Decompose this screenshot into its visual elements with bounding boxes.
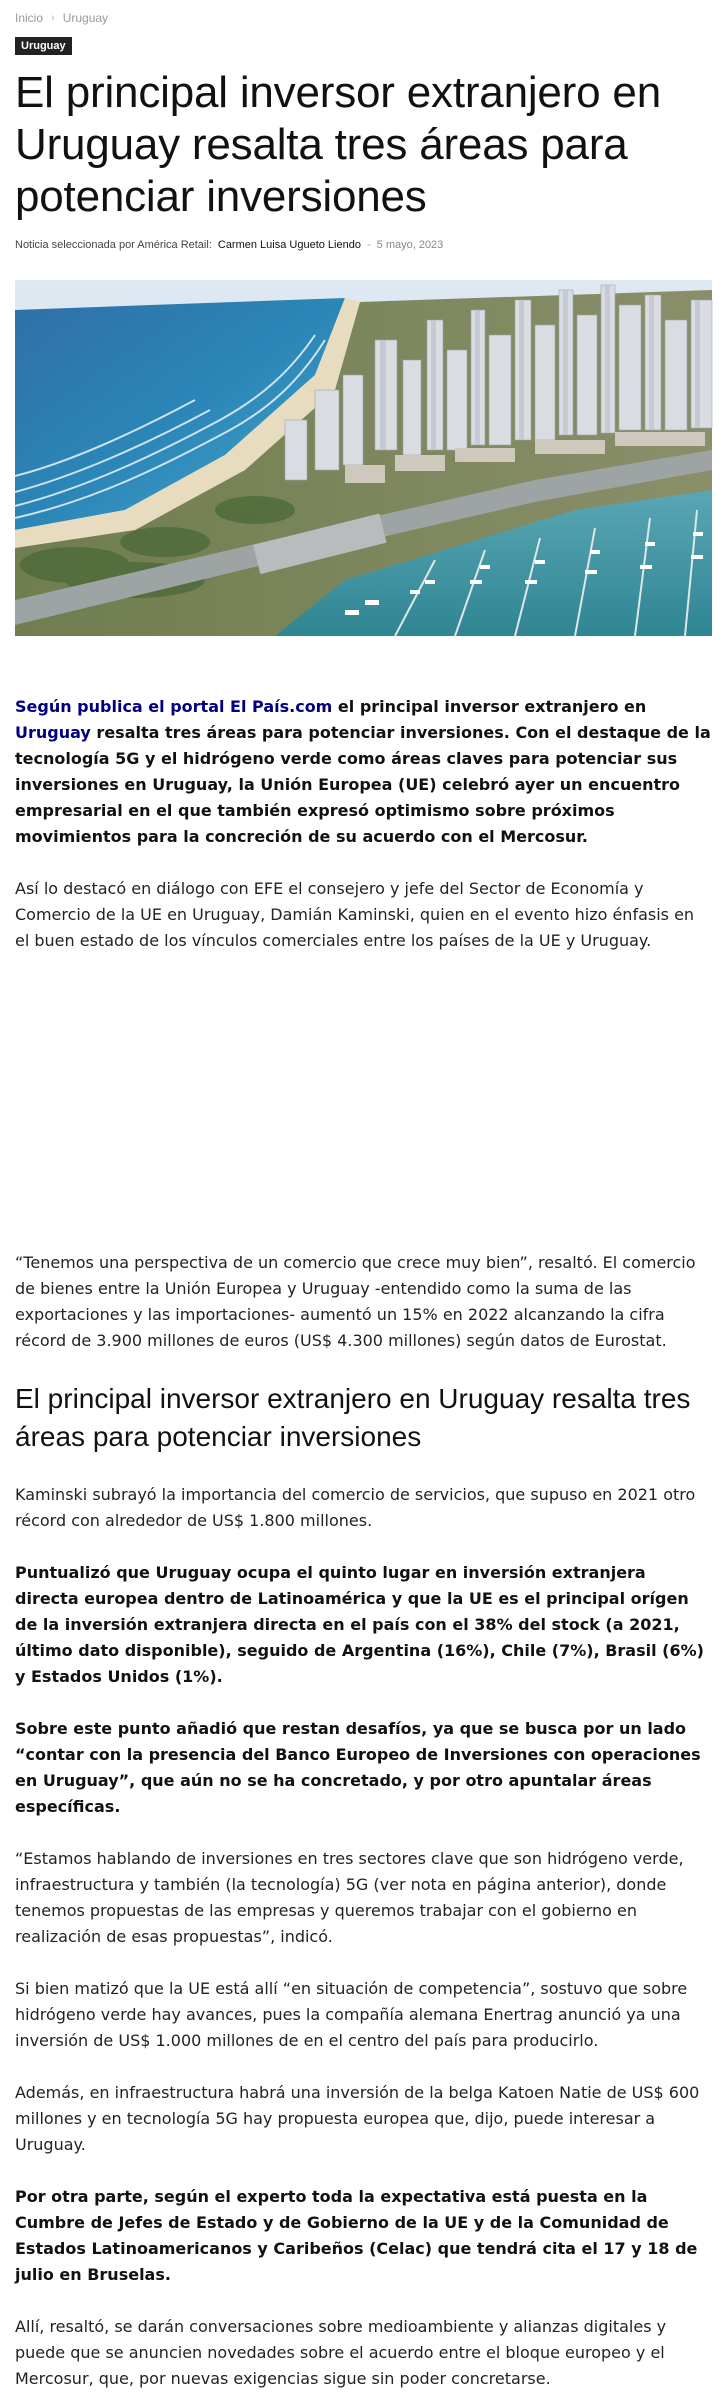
meta-separator: - (366, 239, 371, 251)
article-meta (15, 239, 712, 251)
breadcrumb-home-link[interactable]: Inicio (15, 10, 44, 25)
paragraph-1: Así lo destacó en diálogo con EFE el consejero y jefe del Sector de Economía y Comercio de la UE en Uruguay, Damián Kaminski, quien en el evento hizo énfasis en el buen estado de los vínculos comerciales entre los países de la UE y Uruguay. (15, 879, 695, 950)
breadcrumb (15, 0, 712, 26)
paragraph-4: Puntualizó que Uruguay ocupa el quinto lugar en inversión extranjera directa europea dentro de Latinoamérica y que la UE es el principal orígen de la inversión extranjera directa en el país con el 38% del stock (a 2021, último dato disponible), seguido de Argentina (16%), Chile (7%), Brasil (6%) y Estados Unidos (1%). (15, 1563, 704, 1686)
lead-text-1: el principal inversor extranjero en (332, 697, 647, 716)
article-title: El principal inversor extranjero en Uruguay resalta tres áreas para potenciar inversiones (15, 68, 661, 221)
source-link[interactable]: Según publica el portal El País.com (15, 697, 333, 716)
chevron-right-icon: › (51, 11, 55, 24)
uruguay-tag-link[interactable]: Uruguay (15, 723, 91, 742)
meta-prefix: Noticia seleccionada por América Retail: (15, 239, 212, 251)
coastal-city-aerial-photo (15, 280, 712, 636)
paragraph-9: Por otra parte, según el experto toda la expectativa está puesta en la Cumbre de Jefes de Estado y de Gobierno de la UE y de la Comunidad de Estados Latinoamericanos y Caribeños (Celac) que tendrá cita el 17 y 18 de julio en Bruselas. (15, 2187, 698, 2284)
category-badge[interactable]: Uruguay (15, 37, 72, 55)
paragraph-6: “Estamos hablando de inversiones en tres sectores clave que son hidrógeno verde, infraestructura y también (la tecnología) 5G (ver nota en página anterior), donde tenemos propuestas de las empresas y queremos trabajar con el gobierno en realización de esas propuestas”, indicó. (15, 1849, 684, 1946)
hero-image (15, 280, 712, 636)
article-body (15, 694, 712, 2392)
paragraph-10: Allí, resaltó, se darán conversaciones sobre medioambiente y alianzas digitales y puede que se anuncien novedades sobre el acuerdo entre el bloque europeo y el Mercosur, que, por nuevas exigencias sigue sin poder concretarse. (15, 2317, 667, 2388)
publish-date: 5 mayo, 2023 (376, 239, 444, 251)
paragraph-8: Además, en infraestructura habrá una inversión de la belga Katoen Natie de US$ 600 millones y en tecnología 5G hay propuesta europea que, dijo, puede interesar a Uruguay. (15, 2083, 700, 2154)
paragraph-7: Si bien matizó que la UE está allí “en situación de competencia”, sostuvo que sobre hidrógeno verde hay avances, pues la compañía alemana Enertrag anunció ya una inversión de US$ 1.000 millones de en el centro del país para producirlo. (15, 1979, 688, 2050)
author-link[interactable]: Carmen Luisa Ugueto Liendo (217, 239, 361, 251)
lead-text-2: resalta tres áreas para potenciar inversiones. Con el destaque de la tecnología 5G y el hidrógeno verde como áreas claves para potenciar sus inversiones en Uruguay, la Unión Europea (UE) celebró ayer un encuentro empresarial en el que también expresó optimismo sobre próximos movimientos para la concreción de su acuerdo con el Mercosur. (15, 723, 711, 846)
paragraph-3: Kaminski subrayó la importancia del comercio de servicios, que supuso en 2021 otro récord con alrededor de US$ 1.800 millones. (15, 1485, 696, 1530)
lead-paragraph (15, 694, 712, 850)
breadcrumb-current-link[interactable]: Uruguay (62, 10, 109, 25)
paragraph-5: Sobre este punto añadió que restan desafíos, ya que se busca por un lado “contar con la presencia del Banco Europeo de Inversiones con operaciones en Uruguay”, que aún no se ha concretado, y por otro apuntalar áreas específicas. (15, 1719, 701, 1816)
ad-placeholder (15, 980, 712, 1250)
article-subheading: El principal inversor extranjero en Uruguay resalta tres áreas para potenciar inversiones (15, 1383, 691, 1452)
paragraph-2: “Tenemos una perspectiva de un comercio que crece muy bien”, resaltó. El comercio de bienes entre la Unión Europea y Uruguay -entendido como la suma de las exportaciones y las importaciones- aumentó un 15% en 2022 alcanzando la cifra récord de 3.900 millones de euros (US$ 4.300 millones) según datos de Eurostat. (15, 1253, 696, 1350)
